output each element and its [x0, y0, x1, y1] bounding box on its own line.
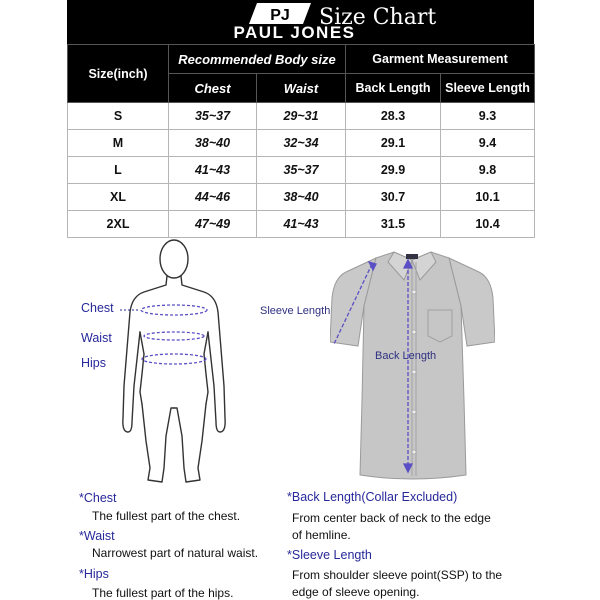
- chest-cell: 41~43: [169, 157, 257, 184]
- table-row: [68, 211, 535, 238]
- shirt-figure: [330, 250, 495, 485]
- size-cell: S: [68, 103, 169, 130]
- back-length-definition-text-cont: of hemline.: [292, 528, 351, 542]
- size-cell: 2XL: [68, 211, 169, 238]
- sleeve-length-cell: 9.3: [441, 103, 535, 130]
- sleeve-length-figure-label: Sleeve Length: [260, 305, 331, 317]
- chest-cell: 47~49: [169, 211, 257, 238]
- waist-definition-title: *Waist: [79, 529, 115, 543]
- sleeve-length-definition-title: *Sleeve Length: [287, 548, 372, 562]
- body-outline-figure: [118, 236, 230, 486]
- size-chart-header: [67, 0, 534, 44]
- back-length-definition-title: *Back Length(Collar Excluded): [287, 490, 458, 504]
- back-length-column-header: Back Length: [346, 74, 441, 103]
- waist-figure-label: Waist: [81, 331, 112, 345]
- chest-definition-title: *Chest: [79, 491, 117, 505]
- back-length-figure-label: Back Length: [375, 350, 437, 362]
- chest-cell: 44~46: [169, 184, 257, 211]
- size-cell: M: [68, 130, 169, 157]
- waist-cell: 32~34: [257, 130, 346, 157]
- table-row: [68, 184, 535, 211]
- svg-text:PJ: PJ: [270, 7, 290, 24]
- table-row: [68, 103, 535, 130]
- sleeve-length-column-header: Sleeve Length: [441, 74, 535, 103]
- chest-cell: 35~37: [169, 103, 257, 130]
- waist-cell: 41~43: [257, 211, 346, 238]
- sleeve-length-cell: 9.8: [441, 157, 535, 184]
- size-table: [67, 44, 535, 238]
- waist-cell: 29~31: [257, 103, 346, 130]
- hips-figure-label: Hips: [81, 356, 107, 370]
- brand-logo-mark: [245, 3, 323, 25]
- waist-cell: 35~37: [257, 157, 346, 184]
- back-length-definition-text: From center back of neck to the edge: [292, 511, 491, 525]
- size-column-header: Size(inch): [68, 45, 169, 103]
- back-length-cell: 28.3: [346, 103, 441, 130]
- chest-column-header: Chest: [169, 74, 257, 103]
- hips-definition-title: *Hips: [79, 567, 109, 581]
- brand-name: PAUL JONES: [233, 23, 356, 42]
- sleeve-length-cell: 10.1: [441, 184, 535, 211]
- sleeve-length-definition-text-cont: edge of sleeve opening.: [292, 585, 420, 599]
- size-cell: XL: [68, 184, 169, 211]
- sleeve-length-cell: 10.4: [441, 211, 535, 238]
- hips-definition-text: The fullest part of the hips.: [92, 586, 234, 600]
- waist-column-header: Waist: [257, 74, 346, 103]
- back-length-cell: 29.1: [346, 130, 441, 157]
- chest-definition-text: The fullest part of the chest.: [92, 509, 241, 523]
- back-length-cell: 30.7: [346, 184, 441, 211]
- size-cell: L: [68, 157, 169, 184]
- garment-group-header: Garment Measurement: [346, 45, 535, 74]
- chest-cell: 38~40: [169, 130, 257, 157]
- table-row: [68, 130, 535, 157]
- back-length-cell: 31.5: [346, 211, 441, 238]
- waist-definition-text: Narrowest part of natural waist.: [92, 546, 259, 560]
- sleeve-length-definition-text: From shoulder sleeve point(SSP) to the: [292, 568, 503, 582]
- sleeve-length-cell: 9.4: [441, 130, 535, 157]
- chest-figure-label: Chest: [81, 301, 114, 315]
- back-length-cell: 29.9: [346, 157, 441, 184]
- chart-title: Size Chart: [319, 5, 437, 30]
- waist-cell: 38~40: [257, 184, 346, 211]
- body-size-group-header: Recommended Body size: [169, 45, 346, 74]
- table-row: [68, 157, 535, 184]
